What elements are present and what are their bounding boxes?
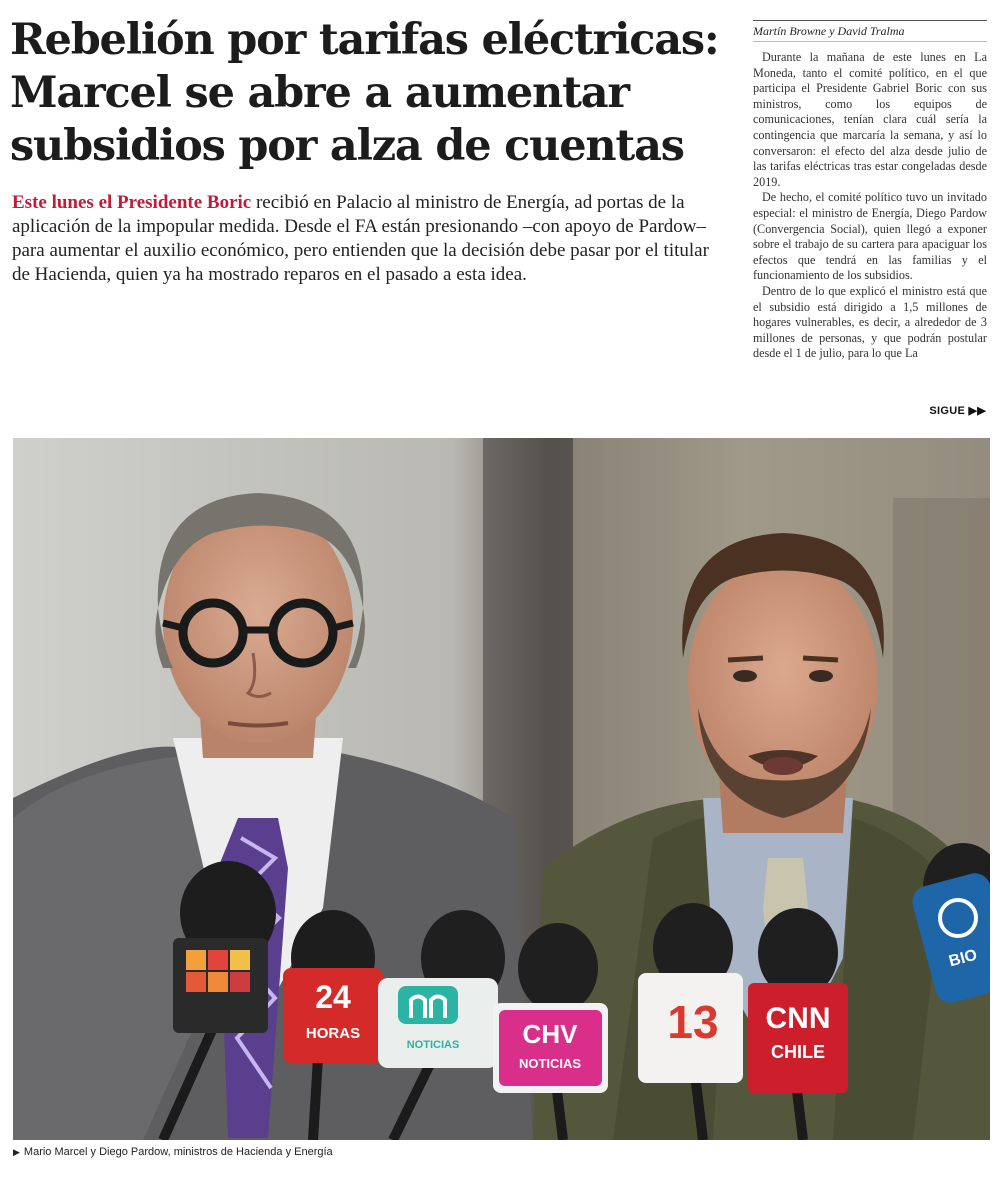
body-paragraph-2: De hecho, el comité político tuvo un invitado especial: el ministro de Energía, Diego Pardow (Convergencia Social), quien llegó a exponer sobre el trabajo de su cartera para apaciguar los efectos que tendrá en las familias y el funcionamiento de los subsidios. (753, 190, 987, 283)
byline-top-rule (753, 20, 987, 21)
lede-kicker: Este lunes el Presidente Boric (12, 192, 252, 213)
headline (10, 14, 730, 173)
caption-triangle-icon: ▶ (13, 1147, 20, 1157)
svg-text:CHILE: CHILE (771, 1042, 825, 1062)
svg-text:BIO: BIO (947, 946, 980, 971)
svg-text:NOTICIAS: NOTICIAS (518, 1056, 582, 1071)
body-paragraph-3: Dentro de lo que explicó el ministro está que el subsidio está dirigido a 1,5 millones de hogares vulnerables, es decir, a alrededor de 3 millones de personas, y que podrán postular desde el 1 de julio, para lo que La (753, 283, 987, 361)
svg-text:NOTICIAS: NOTICIAS (406, 1039, 460, 1051)
mic-flag-chv (493, 1003, 608, 1093)
headline-line-2: Marcel se abre a aumentar (10, 68, 629, 118)
mic-flag-tvn (378, 978, 498, 1068)
body-paragraph-1: Durante la mañana de este lunes en La Moneda, tanto el comité político, en el que participa el Presidente Gabriel Boric con sus ministros, como los equipos de comunicaciones, tenían clara cuál sería la contingencia que marcaría la semana, y así lo conversaron: el efecto del alza desde julio de las tarifas eléctricas tras estar congeladas desde 2019. (753, 50, 987, 189)
svg-text:24: 24 (315, 979, 351, 1015)
mic-flag-canal13 (638, 973, 743, 1083)
body-column (753, 50, 987, 388)
svg-text:HORAS: HORAS (305, 1025, 361, 1042)
mic-flag-24horas (283, 968, 383, 1063)
caption-text: Mario Marcel y Diego Pardow, ministros de Hacienda y Energía (23, 1146, 333, 1158)
byline-bottom-rule (753, 41, 987, 42)
svg-text:CNN: CNN (765, 1002, 831, 1035)
headline-line-1: Rebelión por tarifas eléctricas: (10, 15, 719, 65)
svg-text:CHV: CHV (522, 1019, 578, 1049)
photo-caption (13, 1146, 990, 1158)
lede-text: recibió en Palacio al ministro de Energía, ad portas de la aplicación de la impopular medida. Desde el FA están presionando –con apoyo de Pardow– para aumentar el auxilio económico, pero entienden que la decisión debe pasar por el titular de Hacienda, quien ya ha mostrado reparos en el pasado a esta idea. (12, 192, 709, 285)
headline-line-3: subsidios por alza de cuentas (10, 121, 684, 171)
mic-flag-cube (173, 938, 268, 1033)
continue-link[interactable]: SIGUE ▶▶ (929, 405, 986, 417)
mic-flag-cnn (748, 983, 848, 1093)
svg-text:13: 13 (667, 996, 719, 1048)
lede-paragraph (12, 191, 712, 287)
byline: Martín Browne y David Tralma (753, 24, 905, 38)
press-photo (13, 438, 990, 1140)
